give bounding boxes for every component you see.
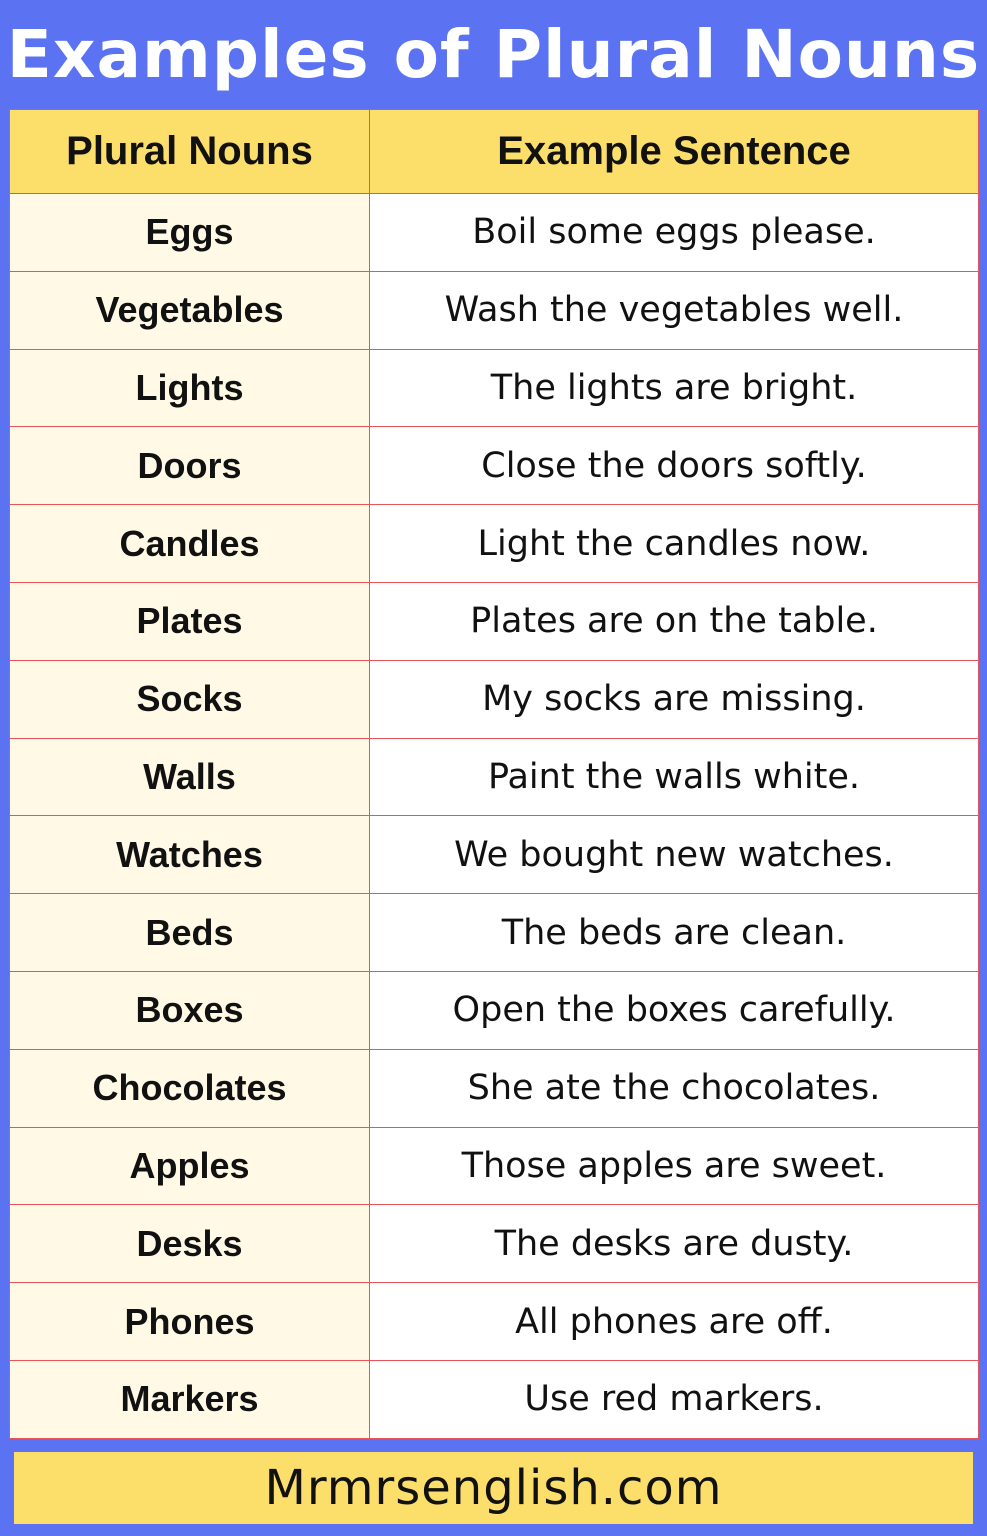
sentence-cell: Wash the vegetables well. bbox=[370, 271, 979, 349]
website-footer: Mrmrsenglish.com bbox=[14, 1452, 973, 1524]
sentence-cell: Plates are on the table. bbox=[370, 582, 979, 660]
table-row bbox=[10, 1049, 979, 1127]
noun-cell: Markers bbox=[10, 1360, 370, 1438]
sentence-cell: We bought new watches. bbox=[370, 816, 979, 894]
table-row bbox=[10, 660, 979, 738]
sentence-cell: All phones are off. bbox=[370, 1283, 979, 1361]
table-row bbox=[10, 349, 979, 427]
sentence-cell: The desks are dusty. bbox=[370, 1205, 979, 1283]
table-row bbox=[10, 1205, 979, 1283]
column-header-plural-nouns: Plural Nouns bbox=[10, 110, 370, 194]
sentence-cell: Boil some eggs please. bbox=[370, 194, 979, 272]
sentence-cell: My socks are missing. bbox=[370, 660, 979, 738]
table-header-row bbox=[10, 110, 979, 194]
page-title: Examples of Plural Nouns bbox=[6, 15, 981, 93]
table-row bbox=[10, 894, 979, 972]
sentence-cell: Use red markers. bbox=[370, 1360, 979, 1438]
noun-cell: Walls bbox=[10, 738, 370, 816]
table-row bbox=[10, 582, 979, 660]
sentence-cell: Close the doors softly. bbox=[370, 427, 979, 505]
sentence-cell: The beds are clean. bbox=[370, 894, 979, 972]
column-header-example-sentence: Example Sentence bbox=[370, 110, 979, 194]
noun-cell: Socks bbox=[10, 660, 370, 738]
sentence-cell: The lights are bright. bbox=[370, 349, 979, 427]
noun-cell: Lights bbox=[10, 349, 370, 427]
table-row bbox=[10, 271, 979, 349]
table-row bbox=[10, 1283, 979, 1361]
noun-cell: Doors bbox=[10, 427, 370, 505]
table-row bbox=[10, 1360, 979, 1438]
noun-cell: Chocolates bbox=[10, 1049, 370, 1127]
noun-cell: Plates bbox=[10, 582, 370, 660]
table-row bbox=[10, 505, 979, 583]
sentence-cell: She ate the chocolates. bbox=[370, 1049, 979, 1127]
sentence-cell: Open the boxes carefully. bbox=[370, 971, 979, 1049]
table-row bbox=[10, 194, 979, 272]
plural-nouns-table bbox=[9, 109, 979, 1439]
table-row bbox=[10, 738, 979, 816]
noun-cell: Beds bbox=[10, 894, 370, 972]
noun-cell: Candles bbox=[10, 505, 370, 583]
table-row bbox=[10, 971, 979, 1049]
noun-cell: Phones bbox=[10, 1283, 370, 1361]
sentence-cell: Those apples are sweet. bbox=[370, 1127, 979, 1205]
noun-cell: Watches bbox=[10, 816, 370, 894]
table-row bbox=[10, 816, 979, 894]
noun-cell: Boxes bbox=[10, 971, 370, 1049]
sentence-cell: Light the candles now. bbox=[370, 505, 979, 583]
noun-cell: Desks bbox=[10, 1205, 370, 1283]
table-row bbox=[10, 1127, 979, 1205]
noun-cell: Eggs bbox=[10, 194, 370, 272]
sentence-cell: Paint the walls white. bbox=[370, 738, 979, 816]
noun-cell: Apples bbox=[10, 1127, 370, 1205]
table-row bbox=[10, 427, 979, 505]
noun-cell: Vegetables bbox=[10, 271, 370, 349]
